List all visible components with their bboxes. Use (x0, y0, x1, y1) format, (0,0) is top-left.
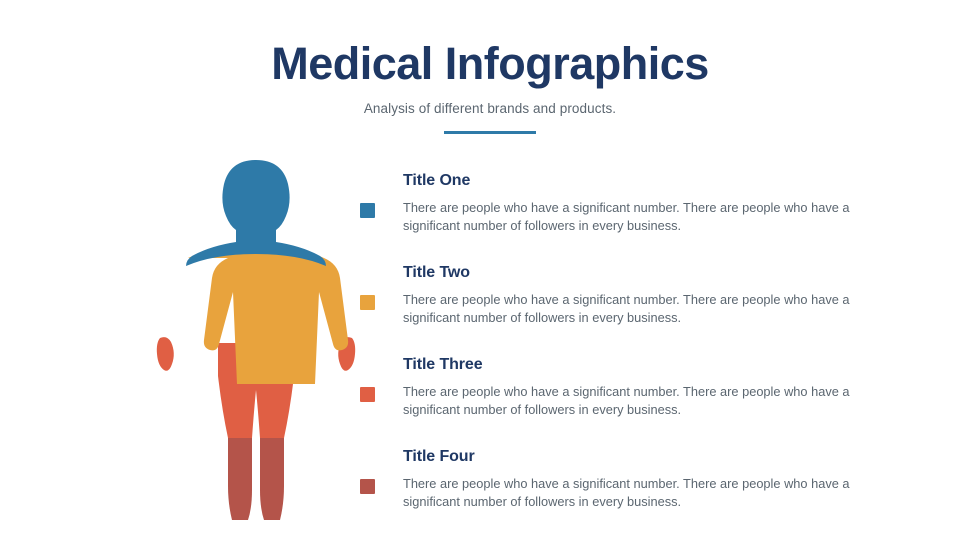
bullet-square-icon (360, 479, 375, 494)
list-item-title: Title Three (403, 356, 483, 373)
list-item-text (403, 264, 900, 327)
infographic-items-list (360, 172, 900, 540)
list-item-title: Title Four (403, 448, 475, 465)
page-subtitle: Analysis of different brands and products. (363, 101, 617, 117)
list-item-body: There are people who have a significant number. There are people who have a significant number of followers in every business. (403, 476, 850, 510)
list-item[interactable] (360, 172, 900, 242)
page-title: Medical Infographics (271, 38, 709, 89)
list-item-body: There are people who have a significant number. There are people who have a significant number of followers in every business. (403, 384, 850, 418)
bullet-square-icon (360, 295, 375, 310)
human-body-figure (140, 160, 380, 530)
title-underline-rule (444, 131, 536, 134)
list-item-text (403, 448, 900, 511)
bullet-square-icon (360, 203, 375, 218)
list-item-title: Title One (403, 172, 471, 189)
list-item-text (403, 356, 900, 419)
list-item-body: There are people who have a significant number. There are people who have a significant number of followers in every business. (403, 292, 850, 326)
list-item-text (403, 172, 900, 235)
list-item-title: Title Two (403, 264, 470, 281)
figure-segment-torso-and-arms (188, 246, 348, 384)
figure-segment-head-and-shoulders (186, 160, 326, 266)
list-item[interactable] (360, 264, 900, 334)
list-item[interactable] (360, 448, 900, 518)
bullet-square-icon (360, 387, 375, 402)
list-item[interactable] (360, 356, 900, 426)
slide-header (0, 40, 980, 134)
list-item-body: There are people who have a significant number. There are people who have a significant number of followers in every business. (403, 200, 850, 234)
